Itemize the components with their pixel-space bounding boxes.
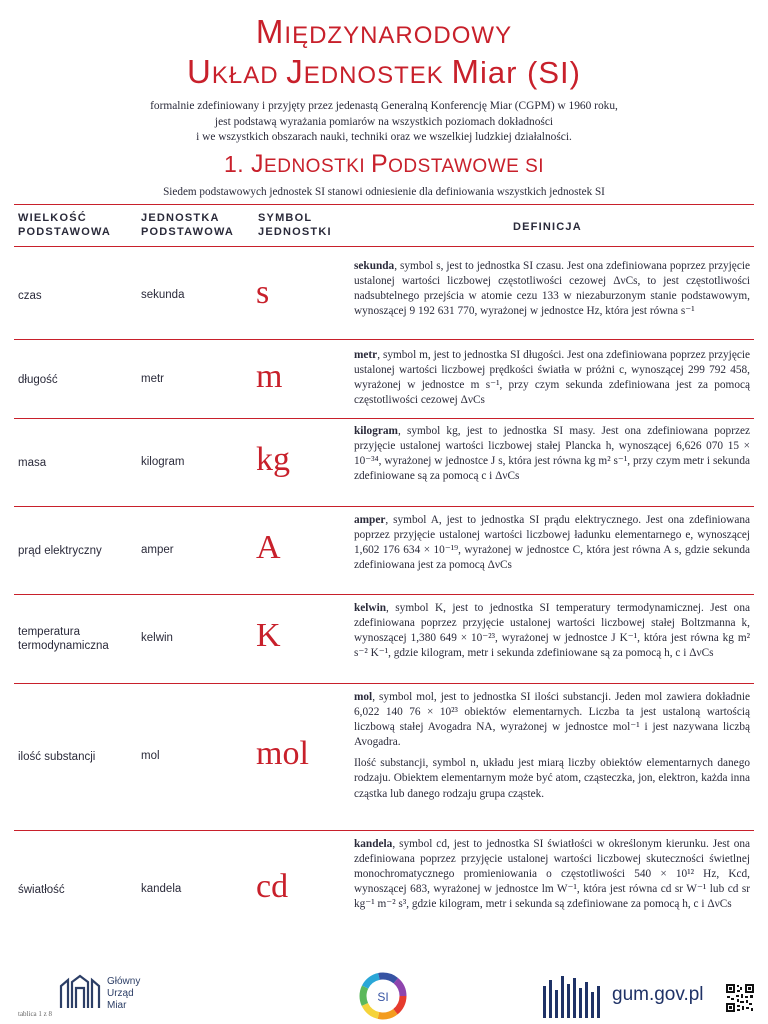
definition-term: amper [354, 514, 386, 526]
symbol-cell: m [256, 358, 283, 395]
org-name-line: Główny [107, 976, 141, 987]
definition-term: kilogram [354, 425, 398, 437]
symbol-cell: cd [256, 868, 289, 905]
title-rest: KŁAD [211, 62, 287, 89]
quantity-cell: światłość [18, 884, 65, 896]
quantity-cell: długość [18, 374, 58, 386]
intro-line: i we wszystkich obszarach nauki, techniki oraz we wszelkiej ludzkiej działalności. [196, 131, 572, 143]
definition-term: metr [354, 349, 378, 361]
title-initial: M [451, 53, 480, 90]
unit-cell: amper [141, 544, 174, 556]
unit-cell: sekunda [141, 289, 185, 301]
title-rest: IĘDZYNARODOWY [284, 22, 513, 49]
title-initial: U [187, 53, 212, 90]
definition-text: , symbol A, jest to jednostka SI prądu elektrycznego. Jest ona zdefiniowana poprzez przyjęcie ustalonej wartości liczbowej ładunku elementarnego e, wynoszącej 1,602 176 634 × 10⁻¹⁹, wyrażonej w jednostce C, która jest równa A s, gdzie sekunda zdefiniowana jest za pomocą ΔνCs [354, 514, 750, 572]
page-footer [0, 968, 768, 1024]
table-top-rule [14, 204, 754, 205]
barcode-graphic-icon [543, 976, 601, 1018]
section-subtitle: Siedem podstawowych jednostek SI stanowi odniesienie dla definiowania wszystkich jednostek SI [163, 186, 605, 198]
title-rest: ODSTAWOWE SI [388, 156, 545, 177]
definition-cell [354, 513, 750, 573]
definition-cell [354, 424, 750, 484]
header-line: PODSTAWOWA [18, 226, 112, 238]
qr-code-icon[interactable] [726, 984, 754, 1012]
intro-line: jest podstawą wyrażania pomiarów na wszystkich poziomach dokładności [214, 115, 554, 128]
definition-cell [354, 348, 750, 408]
title-initial: J [251, 150, 265, 178]
definition-text: , symbol m, jest to jednostka SI długości. Jest ona zdefiniowana poprzez przyjęcie ustalonej wartości liczbowej prędkości światła w próżni c, wynoszącej 299 792 458, wyrażonej w jednostce m s⁻¹, przy czym sekunda zdefiniowana jest za pomocą częstotliwości cezowej ΔνCs [354, 349, 750, 407]
section-number: 1. [223, 151, 252, 177]
unit-cell: mol [141, 750, 160, 762]
symbol-cell: s [256, 274, 270, 311]
definition-paragraph [354, 690, 750, 750]
definition-cell [354, 259, 750, 319]
header-unit [141, 211, 234, 239]
unit-cell: kilogram [141, 456, 185, 468]
org-name-line: Urząd [107, 988, 134, 999]
definition-cell [354, 837, 750, 912]
table-row [0, 419, 768, 506]
definition-cell [354, 601, 750, 661]
definition-term: kelwin [354, 602, 387, 614]
header-symbol [258, 211, 332, 239]
intro-text [0, 99, 768, 146]
table-row [0, 831, 768, 951]
definition-text: , symbol mol, jest to jednostka SI ilości substancji. Jeden mol zawiera dokładnie 6,022 140 76 × 10²³ obiektów elementarnych. Liczba ta jest ustaloną wartością liczbową stałej Avogadra NA, wyrażonej w jednostce mol⁻¹ i jest nazywana liczbą Avogadra. [354, 691, 750, 749]
org-name [107, 976, 140, 1012]
title-rest: iar (SI) [479, 55, 581, 90]
header-line: JEDNOSTKI [258, 226, 332, 238]
symbol-cell: mol [256, 735, 309, 772]
page-title-line-1 [0, 14, 768, 54]
unit-cell: kandela [141, 883, 182, 895]
table-row [0, 247, 768, 339]
definition-cell [354, 690, 750, 808]
symbol-cell: K [256, 617, 281, 654]
unit-cell: kelwin [141, 632, 173, 644]
title-rest: EDNOSTKI [264, 156, 371, 177]
unit-cell: metr [141, 373, 164, 385]
table-row [0, 684, 768, 830]
si-logo-icon [357, 970, 409, 1022]
title-initial: J [286, 53, 304, 90]
quantity-cell: czas [18, 290, 42, 302]
quantity-cell: temperatura termodynamiczna [18, 626, 109, 652]
symbol-cell: A [256, 529, 281, 566]
org-name-line: Miar [107, 1000, 127, 1011]
title-initial: M [255, 13, 285, 50]
definition-term: kandela [354, 838, 393, 850]
quantity-cell: prąd elektryczny [18, 545, 102, 557]
definition-term: sekunda [354, 260, 395, 272]
table-row [0, 595, 768, 683]
header-line: PODSTAWOWA [141, 226, 235, 238]
website-link[interactable]: gum.gov.pl [612, 984, 704, 1005]
definition-term: mol [354, 691, 373, 703]
header-line: WIELKOŚĆ [18, 212, 87, 224]
title-rest: EDNOSTEK [303, 62, 452, 89]
symbol-cell: kg [256, 441, 290, 478]
intro-line: formalnie zdefiniowany i przyjęty przez jedenastą Generalną Konferencję Miar (CGPM) w 1960 roku, [150, 100, 618, 112]
table-row [0, 507, 768, 594]
title-initial: P [370, 150, 389, 178]
definition-text: , symbol K, jest to jednostka SI temperatury termodynamicznej. Jest ona zdefiniowana poprzez przyjęcie ustalonej wartości liczbowej stałej Boltzmanna k, wynoszącej 1,380 649 × 10⁻²³, wyrażonej w jednostce J K⁻¹, która jest równa kg m² s⁻² K⁻¹, gdzie kilogram, metr i sekunda zdefiniowane są za pomocą h, c i ΔνCs [354, 602, 750, 660]
quantity-cell: ilość substancji [18, 751, 96, 763]
si-badge-text: SI [377, 990, 389, 1004]
header-definition: DEFINICJA [513, 221, 582, 233]
header-quantity [18, 211, 111, 239]
gum-logo-icon [58, 974, 102, 1012]
definition-paragraph: Ilość substancji, symbol n, układu jest miarą liczby obiektów elementarnych danego rodzaju. Obiektem elementarnym może być atom, cząsteczka, jon, elektron, każda inna cząstka lub danego rodzaju grupa cząstek. [354, 757, 750, 800]
definition-text: , symbol s, jest to jednostka SI czasu. Jest ona zdefiniowana poprzez przyjęcie ustalonej wartości liczbowej częstotliwości cezowej ΔνCs, to jest częstotliwości nadsubtelnego przejścia w atomie cezu 133 w niezaburzonym stanie podstawowym, wynoszącej 9 192 631 770, wyrażonej w jednostce Hz, która jest równa s⁻¹ [354, 260, 750, 318]
quantity-cell: masa [18, 457, 47, 469]
page-title-line-2 [0, 54, 768, 94]
definition-text: , symbol kg, jest to jednostka SI masy. Jest ona zdefiniowana poprzez przyjęcie ustalonej wartości liczbowej stałej Plancka h, wynoszącej 6,626 070 15 × 10⁻³⁴, wyrażonej w jednostce J s, która jest równa kg m² s⁻¹, przy czym metr i sekunda zdefiniowane są za pomocą c i ΔνCs [354, 425, 750, 483]
header-line: SYMBOL [258, 212, 313, 224]
header-line: JEDNOSTKA [141, 212, 220, 224]
page-number: tablica 1 z 8 [18, 1010, 53, 1018]
section-title [0, 150, 768, 181]
table-row [0, 340, 768, 418]
definition-text: , symbol cd, jest to jednostka SI światłości w określonym kierunku. Jest ona zdefiniowana poprzez przyjęcie ustalonej wartości liczbowej skuteczności świetlnej monochromatycznego promieniowania o częstotliwości 540 × 10¹² Hz, Kcd, wynoszącej 683, wyrażonej w jednostce lm W⁻¹, która jest równa cd sr W⁻¹ lub cd sr kg⁻¹ m⁻² s³, gdzie kilogram, metr i sekunda są zdefiniowane za pomocą h, c i ΔνCs [354, 838, 750, 911]
